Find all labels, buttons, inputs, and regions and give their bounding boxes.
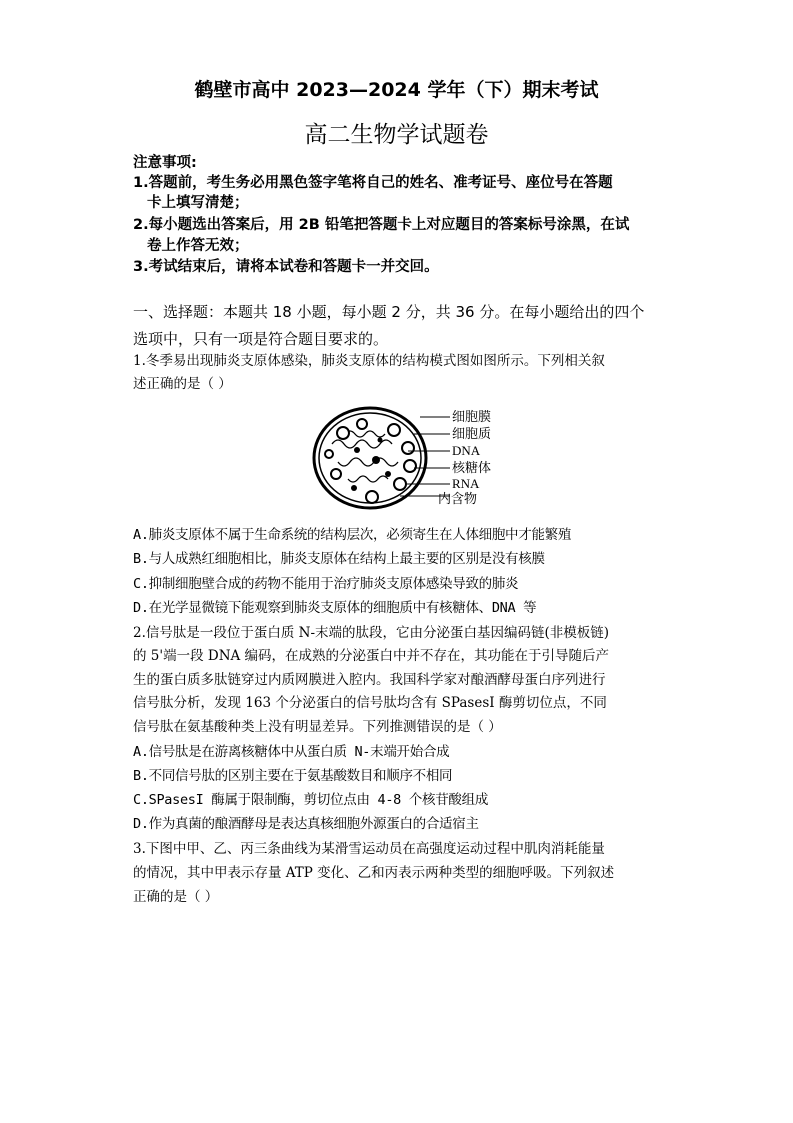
question-2-option-d: D.作为真菌的酿酒酵母是表达真核细胞外源蛋白的合适宿主 xyxy=(133,816,479,832)
label-rna: RNA xyxy=(452,476,480,491)
question-1-option-d: D.在光学显微镜下能观察到肺炎支原体的细胞质中有核糖体、DNA 等 xyxy=(133,600,537,616)
question-1-option-b: B.与人成熟红细胞相比，肺炎支原体在结构上最主要的区别是没有核膜 xyxy=(133,551,545,567)
label-ribosome: 核糖体 xyxy=(452,460,492,475)
label-inclusion: 内含物 xyxy=(438,491,478,506)
question-2-option-c: C.SPasesI 酶属于限制酶，剪切位点由 4-8 个核苷酸组成 xyxy=(133,792,489,808)
question-2-stem: 信号肽分析，发现 163 个分泌蛋白的信号肽均含有 SPasesI 酶剪切位点，不同 xyxy=(133,695,607,711)
question-2-stem: 的 5'端一段 DNA 编码，在成熟的分泌蛋白中并不存在，其功能在于引导随后产 xyxy=(133,648,610,664)
page-title: 鹤壁市高中 2023—2024 学年（下）期末考试 xyxy=(194,79,599,101)
section-heading: 一、选择题：本题共 18 小题，每小题 2 分，共 36 分。在每小题给出的四个 xyxy=(133,303,645,321)
label-cell-membrane: 细胞膜 xyxy=(452,409,492,424)
question-2-option-a: A.信号肽是在游离核糖体中从蛋白质 N-末端开始合成 xyxy=(133,744,450,760)
notice-line: 3.考试结束后，请将本试卷和答题卡一并交回。 xyxy=(133,259,439,275)
question-2-stem: 生的蛋白质多肽链穿过内质网膜进入腔内。我国科学家对酿酒酵母蛋白序列进行 xyxy=(133,672,606,688)
label-cytoplasm: 细胞质 xyxy=(452,426,492,441)
question-1-option-c: C.抑制细胞壁合成的药物不能用于治疗肺炎支原体感染导致的肺炎 xyxy=(133,576,519,592)
notice-line: 卡上填写清楚； xyxy=(147,195,249,211)
label-dna: DNA xyxy=(452,443,481,458)
page-subtitle: 高二生物学试题卷 xyxy=(304,122,489,148)
question-1-stem: 1.冬季易出现肺炎支原体感染，肺炎支原体的结构模式图如图所示。下列相关叙 xyxy=(133,353,605,369)
notice-line: 卷上作答无效； xyxy=(147,238,249,254)
mycoplasma-structure-diagram xyxy=(310,404,500,512)
question-1-stem: 述正确的是（ ） xyxy=(133,376,232,392)
notice-heading: 注意事项: xyxy=(133,155,197,171)
notice-line: 1.答题前，考生务必用黑色签字笔将自己的姓名、准考证号、座位号在答题 xyxy=(133,175,613,191)
cell-drawing xyxy=(314,408,426,508)
question-1-option-a: A.肺炎支原体不属于生命系统的结构层次，必须寄生在人体细胞中才能繁殖 xyxy=(133,527,572,543)
question-3-stem: 正确的是（ ） xyxy=(133,889,219,905)
question-2-stem: 2.信号肽是一段位于蛋白质 N-末端的肽段，它由分泌蛋白基因编码链(非模板链) xyxy=(133,625,610,641)
section-heading: 选项中，只有一项是符合题目要求的。 xyxy=(133,330,389,348)
question-2-option-b: B.不同信号肽的区别主要在于氨基酸数目和顺序不相同 xyxy=(133,768,453,784)
notice-line: 2.每小题选出答案后，用 2B 铅笔把答题卡上对应题目的答案标号涂黑，在试 xyxy=(133,217,630,233)
question-3-stem: 的情况，其中甲表示存量 ATP 变化、乙和丙表示两种类型的细胞呼吸。下列叙述 xyxy=(133,865,615,881)
question-3-stem: 3.下图中甲、乙、丙三条曲线为某滑雪运动员在高强度运动过程中肌肉消耗能量 xyxy=(133,841,605,857)
question-2-stem: 信号肽在氨基酸种类上没有明显差异。下列推测错误的是（ ） xyxy=(133,719,502,735)
